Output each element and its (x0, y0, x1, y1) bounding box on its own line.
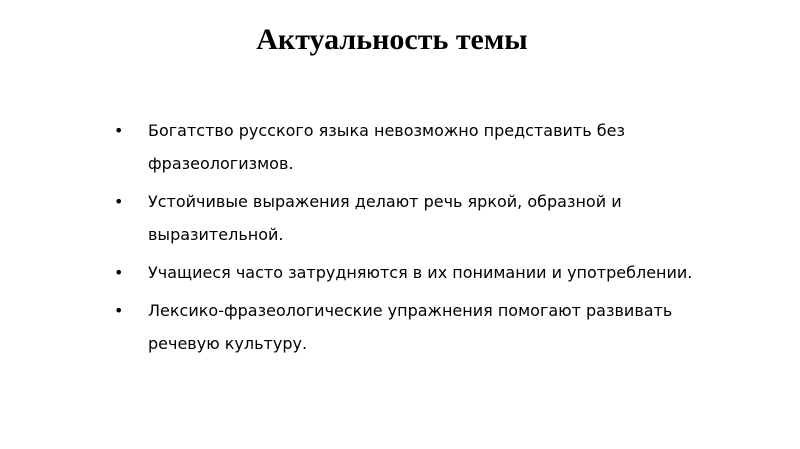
bullet-icon: • (114, 301, 124, 320)
bullet-text: Лексико-фразеологические упражнения помогают развивать речевую культуру. (148, 301, 673, 353)
bullet-icon: • (114, 121, 124, 140)
bullet-text: Богатство русского языка невозможно представить без фразеологизмов. (148, 121, 625, 173)
bullet-text: Устойчивые выражения делают речь яркой, образной и выразительной. (148, 192, 622, 244)
bullet-icon: • (114, 192, 124, 211)
bullet-list (114, 114, 734, 365)
slide-title: Актуальность темы (256, 23, 528, 56)
bullet-item (114, 185, 734, 251)
bullet-icon: • (114, 263, 124, 282)
bullet-item (114, 294, 734, 360)
bullet-item (114, 256, 734, 289)
bullet-text: Учащиеся часто затрудняются в их понимании и употреблении. (148, 263, 693, 282)
bullet-item (114, 114, 734, 180)
